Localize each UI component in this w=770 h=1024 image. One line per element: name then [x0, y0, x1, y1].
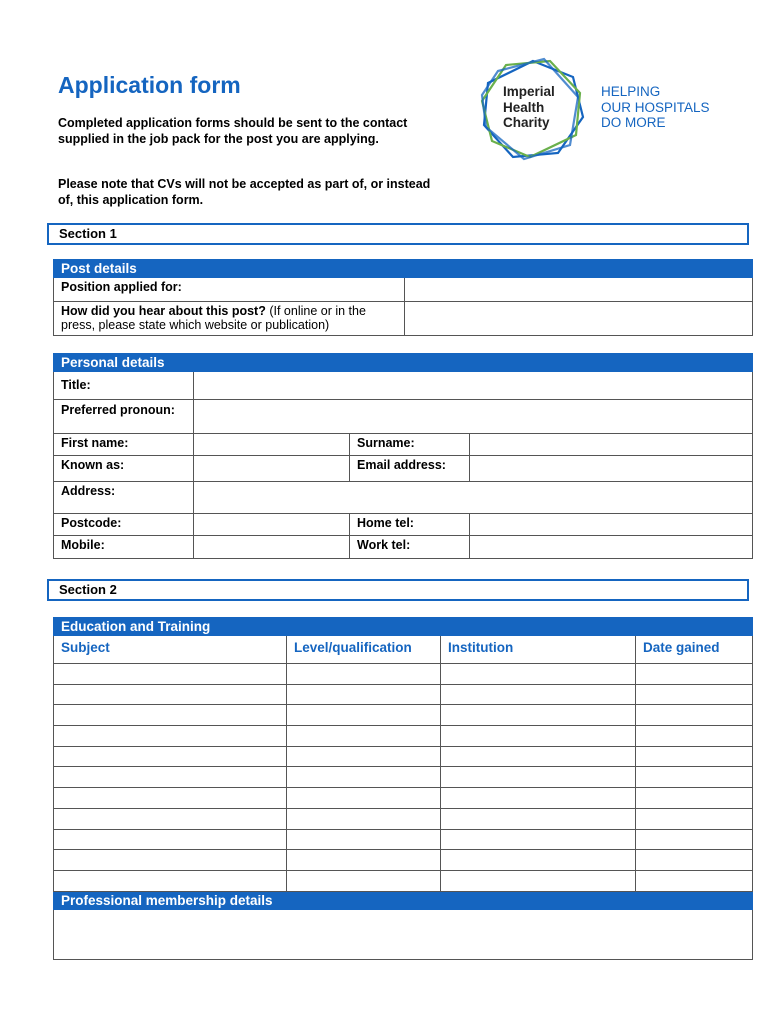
pronoun-label: Preferred pronoun:	[54, 400, 194, 434]
education-cell-institution[interactable]	[441, 746, 636, 767]
title-input[interactable]	[194, 372, 753, 400]
pronoun-input[interactable]	[194, 400, 753, 434]
education-cell-subject[interactable]	[54, 829, 287, 850]
education-cell-date[interactable]	[636, 746, 753, 767]
education-cell-institution[interactable]	[441, 726, 636, 747]
post-details-heading: Post details	[54, 260, 753, 278]
education-cell-level[interactable]	[287, 850, 441, 871]
education-cell-date[interactable]	[636, 767, 753, 788]
mobile-input[interactable]	[194, 536, 350, 559]
column-header-subject: Subject	[54, 636, 287, 664]
post-details-table	[53, 259, 753, 336]
education-cell-level[interactable]	[287, 705, 441, 726]
first-name-label: First name:	[54, 434, 194, 456]
home-tel-input[interactable]	[470, 514, 753, 536]
intro-paragraph-cv-note: Please note that CVs will not be accepted as part of, or instead of, this application form.	[58, 177, 431, 207]
first-name-input[interactable]	[194, 434, 350, 456]
education-cell-institution[interactable]	[441, 684, 636, 705]
hear-about-input[interactable]	[405, 302, 753, 336]
education-cell-subject[interactable]	[54, 684, 287, 705]
education-row	[54, 705, 753, 726]
page-title: Application form	[58, 72, 241, 98]
personal-details-table	[53, 353, 753, 559]
mobile-label: Mobile:	[54, 536, 194, 559]
education-cell-level[interactable]	[287, 788, 441, 809]
education-cell-date[interactable]	[636, 870, 753, 891]
title-label: Title:	[54, 372, 194, 400]
education-row	[54, 767, 753, 788]
education-row	[54, 808, 753, 829]
education-cell-institution[interactable]	[441, 829, 636, 850]
education-cell-institution[interactable]	[441, 870, 636, 891]
column-header-institution: Institution	[441, 636, 636, 664]
section-1-label: Section 1	[47, 223, 749, 245]
education-row	[54, 664, 753, 685]
education-row	[54, 788, 753, 809]
education-cell-subject[interactable]	[54, 808, 287, 829]
intro-paragraph-submission: Completed application forms should be sent to the contact supplied in the job pack for the post you are applying.	[58, 116, 408, 146]
known-as-label: Known as:	[54, 456, 194, 482]
work-tel-input[interactable]	[470, 536, 753, 559]
education-row	[54, 850, 753, 871]
logo-tagline: HELPING OUR HOSPITALS DO MORE	[601, 84, 710, 130]
education-cell-subject[interactable]	[54, 767, 287, 788]
address-input[interactable]	[194, 482, 753, 514]
education-cell-institution[interactable]	[441, 705, 636, 726]
education-cell-level[interactable]	[287, 726, 441, 747]
column-header-level: Level/qualification	[287, 636, 441, 664]
education-cell-level[interactable]	[287, 829, 441, 850]
hear-about-label: How did you hear about this post? (If online or in the press, please state which website or publication)	[54, 302, 405, 336]
education-row	[54, 726, 753, 747]
education-cell-subject[interactable]	[54, 664, 287, 685]
education-row	[54, 746, 753, 767]
education-table	[53, 617, 753, 960]
education-cell-date[interactable]	[636, 808, 753, 829]
education-cell-date[interactable]	[636, 788, 753, 809]
address-label: Address:	[54, 482, 194, 514]
education-cell-institution[interactable]	[441, 767, 636, 788]
email-input[interactable]	[470, 456, 753, 482]
education-cell-date[interactable]	[636, 726, 753, 747]
education-cell-level[interactable]	[287, 746, 441, 767]
surname-input[interactable]	[470, 434, 753, 456]
education-cell-date[interactable]	[636, 664, 753, 685]
membership-heading: Professional membership details	[54, 891, 753, 909]
education-cell-level[interactable]	[287, 664, 441, 685]
education-cell-date[interactable]	[636, 705, 753, 726]
education-cell-date[interactable]	[636, 850, 753, 871]
education-cell-level[interactable]	[287, 767, 441, 788]
work-tel-label: Work tel:	[350, 536, 470, 559]
imperial-health-charity-logo	[478, 57, 728, 161]
education-cell-institution[interactable]	[441, 850, 636, 871]
membership-input[interactable]	[54, 909, 753, 959]
email-label: Email address:	[350, 456, 470, 482]
education-cell-institution[interactable]	[441, 664, 636, 685]
postcode-label: Postcode:	[54, 514, 194, 536]
education-rows	[54, 664, 753, 892]
education-cell-subject[interactable]	[54, 705, 287, 726]
education-cell-subject[interactable]	[54, 746, 287, 767]
home-tel-label: Home tel:	[350, 514, 470, 536]
education-cell-institution[interactable]	[441, 788, 636, 809]
column-header-date: Date gained	[636, 636, 753, 664]
education-cell-subject[interactable]	[54, 788, 287, 809]
position-input[interactable]	[405, 278, 753, 302]
education-cell-date[interactable]	[636, 684, 753, 705]
logo-name-text: Imperial Health Charity	[503, 84, 555, 130]
personal-details-heading: Personal details	[54, 354, 753, 372]
education-heading: Education and Training	[54, 618, 753, 636]
education-cell-level[interactable]	[287, 808, 441, 829]
education-cell-date[interactable]	[636, 829, 753, 850]
education-cell-level[interactable]	[287, 870, 441, 891]
section-2-label: Section 2	[47, 579, 749, 601]
education-cell-subject[interactable]	[54, 870, 287, 891]
postcode-input[interactable]	[194, 514, 350, 536]
education-row	[54, 829, 753, 850]
education-cell-level[interactable]	[287, 684, 441, 705]
education-row	[54, 870, 753, 891]
education-row	[54, 684, 753, 705]
known-as-input[interactable]	[194, 456, 350, 482]
education-cell-institution[interactable]	[441, 808, 636, 829]
education-cell-subject[interactable]	[54, 850, 287, 871]
education-cell-subject[interactable]	[54, 726, 287, 747]
surname-label: Surname:	[350, 434, 470, 456]
position-label: Position applied for:	[54, 278, 405, 302]
